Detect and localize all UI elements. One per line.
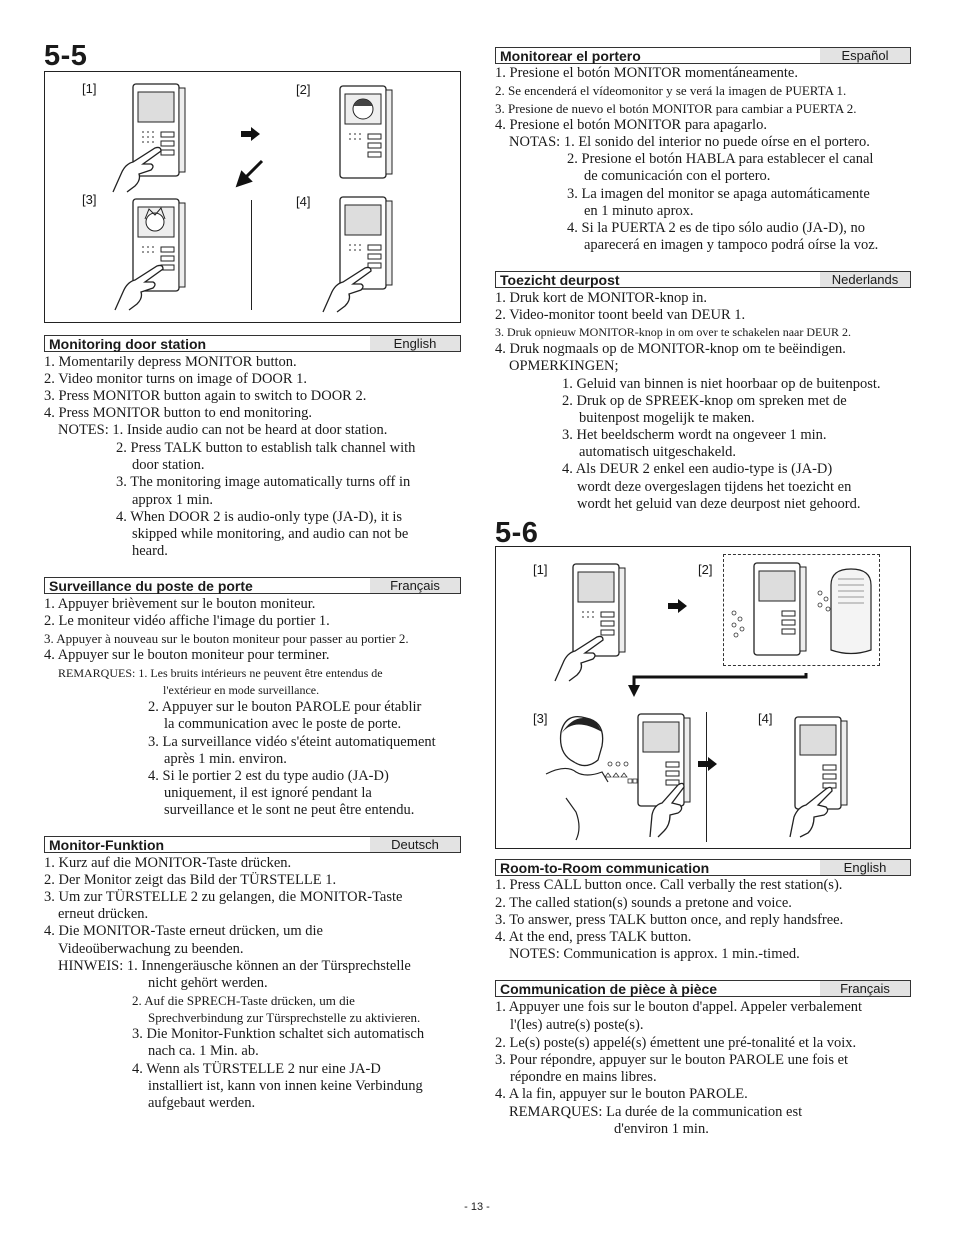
sound-waves-icon <box>728 607 758 647</box>
text-line: 3. Die Monitor-Funktion schaltet sich automatisch <box>132 1026 425 1042</box>
text-line: 1. Presione el botón MONITOR momentáneamente. <box>495 65 798 81</box>
text-line: 3. Het beeldscherm wordt na ongeveer 1 min. <box>562 427 827 443</box>
text-line: 4. Druk nogmaals op de MONITOR-knop om te beëindigen. <box>495 341 846 357</box>
text-line: nach ca. 1 Min. ab. <box>148 1043 259 1059</box>
text-line: HINWEIS: 1. Innengeräusche können an der Türsprechstelle <box>58 958 411 974</box>
text-line: 2. Der Monitor zeigt das Bild der TÜRSTELLE 1. <box>44 872 337 888</box>
text-line: 1. Kurz auf die MONITOR-Taste drücken. <box>44 855 292 871</box>
text-line: 2. Video-monitor toont beeld van DEUR 1. <box>495 307 746 323</box>
text-line: Videoüberwachung zu beenden. <box>58 941 244 957</box>
header-title: Monitorear el portero <box>500 48 641 64</box>
text-line: REMARQUES: 1. Les bruits intérieurs ne peuvent être entendus de <box>58 666 383 680</box>
text-line: aparecerá en imagen y tampoco podrá oírse la voz. <box>584 237 879 253</box>
language-tag: Español <box>820 48 910 63</box>
text-line: 1. Appuyer une fois sur le bouton d'appel. Appeler verbalement <box>495 999 863 1015</box>
text-line: la communication avec le poste de porte. <box>164 716 402 732</box>
language-tag: Nederlands <box>820 272 910 287</box>
hand-pointer-icon <box>113 252 173 312</box>
text-line: 1. Press CALL button once. Call verbally the rest station(s). <box>495 877 843 893</box>
text-line: l'extérieur en mode surveillance. <box>163 683 320 697</box>
text-line: skipped while monitoring, and audio can not be <box>132 526 409 542</box>
header-title: Communication de pièce à pièce <box>500 981 718 997</box>
divider <box>251 200 252 310</box>
hand-pointer-icon <box>553 623 613 683</box>
text-line: 4. Si le portier 2 est du type audio (JA-D) <box>148 768 389 784</box>
figure-5-6 <box>495 546 911 849</box>
arrow-right-icon <box>241 127 261 141</box>
text-line: OPMERKINGEN; <box>509 358 619 374</box>
text-line: 2. Video monitor turns on image of DOOR 1. <box>44 371 308 387</box>
hand-pointer-icon <box>644 779 694 839</box>
text-line: NOTAS: 1. El sonido del interior no puede oírse en el portero. <box>509 134 870 150</box>
text-line: 2. Presione el botón HABLA para establecer el canal <box>567 151 874 167</box>
text-line: 3. Druk opnieuw MONITOR-knop in om over te schakelen naar DEUR 2. <box>495 325 852 339</box>
section-header-dutch <box>495 271 911 288</box>
header-title: Room-to-Room communication <box>500 860 710 876</box>
text-line: aufgebaut werden. <box>148 1095 256 1111</box>
language-tag: English <box>820 860 910 875</box>
hand-pointer-icon <box>786 779 846 839</box>
text-line: NOTES: Communication is approx. 1 min.-timed. <box>509 946 800 962</box>
text-line: 2. Auf die SPRECH-Taste drücken, um die <box>132 993 355 1008</box>
hand-pointer-icon <box>321 254 381 314</box>
text-line: NOTES: 1. Inside audio can not be heard at door station. <box>58 422 388 438</box>
text-line: wordt het geluid van deze deurpost niet gehoord. <box>577 496 861 512</box>
arrow-right-icon <box>668 599 688 613</box>
text-line: erneut drücken. <box>58 906 149 922</box>
text-line: 2. Appuyer sur le bouton PAROLE pour établir <box>148 699 422 715</box>
figure-5-5 <box>44 71 461 323</box>
divider <box>706 712 707 842</box>
text-line: door station. <box>132 457 205 473</box>
text-line: 3. To answer, press TALK button once, and reply handsfree. <box>495 912 844 928</box>
text-line: 3. Pour répondre, appuyer sur le bouton PAROLE une fois et <box>495 1052 849 1068</box>
text-line: 3. Press MONITOR button again to switch to DOOR 2. <box>44 388 367 404</box>
text-line: 3. La surveillance vidéo s'éteint automatiquement <box>148 734 436 750</box>
section-header-english <box>44 335 461 352</box>
text-line: nicht gehört werden. <box>148 975 268 991</box>
text-line: 4. At the end, press TALK button. <box>495 929 692 945</box>
text-line: Sprechverbindung zur Türsprechstelle zu aktivieren. <box>148 1010 421 1025</box>
section-header-french <box>44 577 461 594</box>
text-line: en 1 minuto aprox. <box>584 203 694 219</box>
text-line: 4. Presione el botón MONITOR para apagarlo. <box>495 117 767 133</box>
section-header-english-2 <box>495 859 911 876</box>
figure-label: [3] <box>82 192 97 207</box>
arrow-right-icon <box>698 757 718 771</box>
text-line: installiert ist, kann von innen keine Verbindung <box>148 1078 423 1094</box>
figure-label: [2] <box>698 562 713 577</box>
figure-label: [3] <box>533 711 548 726</box>
hand-pointer-icon <box>111 134 171 194</box>
section-header-french-2 <box>495 980 911 997</box>
sound-waves-icon <box>604 759 638 785</box>
text-line: répondre en mains libres. <box>510 1069 657 1085</box>
header-title: Monitoring door station <box>49 336 207 352</box>
text-line: 1. Appuyer brièvement sur le bouton moniteur. <box>44 596 316 612</box>
text-line: wordt deze overgeslagen tijdens het toezicht en <box>577 479 852 495</box>
section-title-5-6: 5-6 <box>495 517 539 549</box>
text-line: 4. Si la PUERTA 2 es de tipo sólo audio (JA-D), no <box>567 220 866 236</box>
text-line: 2. Le moniteur vidéo affiche l'image du portier 1. <box>44 613 330 629</box>
text-line: automatisch uitgeschakeld. <box>579 444 737 460</box>
text-line: 4. Press MONITOR button to end monitoring. <box>44 405 312 421</box>
text-line: 3. Appuyer à nouveau sur le bouton moniteur pour passer au portier 2. <box>44 631 409 646</box>
text-line: surveillance et le sont ne peut être entendu. <box>164 802 415 818</box>
figure-label: [1] <box>82 81 97 96</box>
text-line: d'environ 1 min. <box>614 1121 709 1137</box>
text-line: 2. Se encenderá el vídeomonitor y se verá la imagen de PUERTA 1. <box>495 83 847 98</box>
text-line: 1. Druk kort de MONITOR-knop in. <box>495 290 707 306</box>
text-line: 2. Druk op de SPREEK-knop om spreken met de <box>562 393 847 409</box>
text-line: heard. <box>132 543 168 559</box>
language-tag: English <box>370 336 460 351</box>
text-line: 2. The called station(s) sounds a pretone and voice. <box>495 895 792 911</box>
text-line: 4. Die MONITOR-Taste erneut drücken, um die <box>44 923 323 939</box>
text-line: 4. A la fin, appuyer sur le bouton PAROLE. <box>495 1086 748 1102</box>
text-line: 4. Appuyer sur le bouton moniteur pour terminer. <box>44 647 330 663</box>
text-line: après 1 min. environ. <box>164 751 287 767</box>
section-header-german <box>44 836 461 853</box>
arrow-down-left-icon <box>238 159 264 185</box>
text-line: 2. Press TALK button to establish talk channel with <box>116 440 416 456</box>
text-line: l'(les) autre(s) poste(s). <box>510 1017 644 1033</box>
monitor-unit-icon <box>338 84 398 189</box>
header-title: Surveillance du poste de porte <box>49 578 253 594</box>
figure-label: [4] <box>758 711 773 726</box>
text-line: 4. Als DEUR 2 enkel een audio-type is (JA-D) <box>562 461 833 477</box>
text-line: 4. Wenn als TÜRSTELLE 2 nur eine JA-D <box>132 1061 381 1077</box>
figure-label: [4] <box>296 194 311 209</box>
arrow-down-left-icon <box>628 673 808 699</box>
section-header-spanish <box>495 47 911 64</box>
text-line: REMARQUES: La durée de la communication est <box>509 1104 803 1120</box>
language-tag: Français <box>820 981 910 996</box>
page-number: - 13 - <box>464 1201 490 1213</box>
text-line: de comunicación con el portero. <box>584 168 771 184</box>
figure-label: [2] <box>296 82 311 97</box>
text-line: 2. Le(s) poste(s) appelé(s) émettent une pré-tonalité et la voix. <box>495 1035 857 1051</box>
text-line: 1. Momentarily depress MONITOR button. <box>44 354 297 370</box>
sound-waves-icon <box>814 587 839 627</box>
text-line: 3. Presione de nuevo el botón MONITOR para cambiar a PUERTA 2. <box>495 101 857 116</box>
text-line: 4. When DOOR 2 is audio-only type (JA-D), it is <box>116 509 403 525</box>
text-line: 1. Geluid van binnen is niet hoorbaar op de buitenpost. <box>562 376 881 392</box>
text-line: 3. Um zur TÜRSTELLE 2 zu gelangen, die MONITOR-Taste <box>44 889 403 905</box>
text-line: 3. The monitoring image automatically turns off in <box>116 474 411 490</box>
header-title: Toezicht deurpost <box>500 272 620 288</box>
monitor-unit-icon <box>752 561 812 666</box>
text-line: uniquement, il est ignoré pendant la <box>164 785 372 801</box>
text-line: buitenpost mogelijk te maken. <box>579 410 755 426</box>
section-title-5-5: 5-5 <box>44 40 88 72</box>
language-tag: Français <box>370 578 460 593</box>
text-line: approx 1 min. <box>132 492 213 508</box>
text-line: 3. La imagen del monitor se apaga automáticamente <box>567 186 870 202</box>
language-tag: Deutsch <box>370 837 460 852</box>
header-title: Monitor-Funktion <box>49 837 165 853</box>
figure-label: [1] <box>533 562 548 577</box>
